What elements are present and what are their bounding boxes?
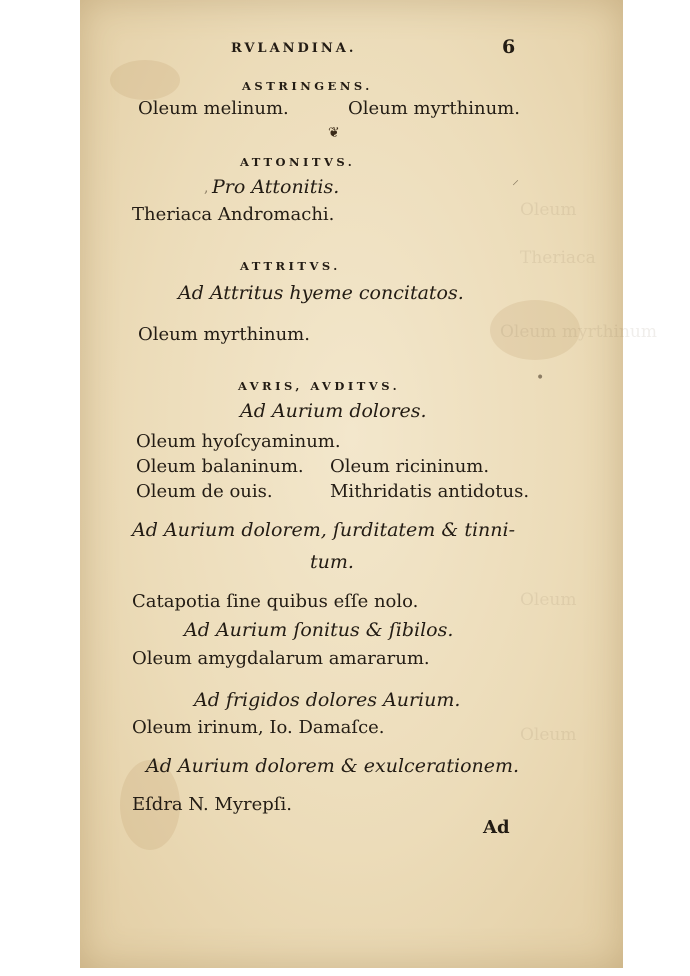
remedy-line: Catapotia ſine quibus eſſe nolo.: [132, 591, 419, 612]
remedy-line: Oleum myrthinum.: [348, 98, 520, 119]
remedy-line: Oleum ricininum.: [330, 456, 490, 477]
stray-mark: •: [536, 370, 545, 386]
section-heading: ATTONITVS.: [240, 155, 356, 169]
folio-number: 6: [502, 36, 516, 58]
remedy-line: Oleum hyoſcyaminum.: [136, 431, 341, 452]
remedy-line: Oleum myrthinum.: [138, 324, 310, 345]
show-through-text: Theriaca: [520, 248, 596, 268]
subheading-line: Pro Attonitis.: [212, 176, 340, 198]
printer-ornament: ❦: [328, 125, 340, 141]
subheading-line: Ad Aurium dolores.: [240, 400, 427, 422]
subheading-line: Ad Aurium dolorem, ſurditatem & tinni-: [132, 519, 515, 541]
subheading-line: Ad Aurium ſonitus & ſibilos.: [184, 619, 454, 641]
paper-stain: [110, 60, 180, 100]
subheading-line: Ad frigidos dolores Aurium.: [194, 689, 461, 711]
book-page: [80, 0, 657, 968]
remedy-line: Oleum melinum.: [138, 98, 289, 119]
remedy-line: Oleum de ouis.: [136, 481, 273, 502]
remedy-line: Oleum irinum, Io. Damaſce.: [132, 717, 385, 738]
section-heading: ASTRINGENS.: [242, 79, 373, 93]
subheading-line: Ad Aurium dolorem & exulcerationem.: [146, 755, 520, 777]
remedy-line: Mithridatis antidotus.: [330, 481, 530, 502]
remedy-line: Oleum balaninum.: [136, 456, 304, 477]
remedy-line: Oleum amygdalarum amararum.: [132, 648, 430, 669]
section-heading: AVRIS, AVDITVS.: [238, 379, 401, 393]
show-through-text: Oleum myrthinum: [500, 322, 657, 342]
subheading-line: Ad Attritus hyeme concitatos.: [178, 282, 464, 304]
remedy-line: Eſdra N. Myrepſi.: [132, 794, 292, 815]
show-through-text: Oleum: [520, 725, 577, 745]
catchword: Ad: [483, 817, 510, 838]
running-head: RVLANDINA.: [231, 41, 357, 56]
show-through-text: Oleum: [520, 200, 577, 220]
stray-mark: ,: [204, 180, 209, 196]
section-heading: ATTRITVS.: [240, 259, 341, 273]
show-through-text: Oleum: [520, 590, 577, 610]
remedy-line: Theriaca Andromachi.: [132, 204, 335, 225]
subheading-line: tum.: [310, 551, 354, 573]
stray-mark: ⸍: [512, 178, 519, 194]
